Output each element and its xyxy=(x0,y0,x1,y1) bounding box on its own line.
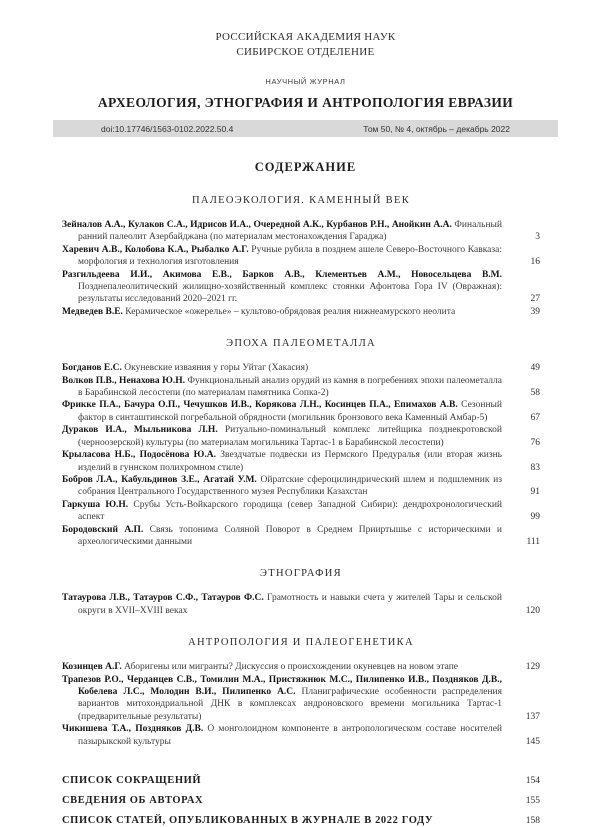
entry-text xyxy=(62,524,502,549)
back-matter-page: 155 xyxy=(525,796,540,806)
entry-page-number: 16 xyxy=(530,257,540,268)
toc-entry xyxy=(62,661,540,673)
entry-page-number: 49 xyxy=(530,363,540,374)
entry-text xyxy=(62,244,502,269)
entry-page-number: 91 xyxy=(530,487,540,498)
entry-title: Аборигены или мигранты? Дискуссия о происхождении окуневцев на новом этапе xyxy=(124,662,459,673)
entry-title: Звездчатые подвески из Пермского Предуралья (или вторая жизнь изделий в гуннском полихромном стиле) xyxy=(78,450,503,473)
entry-authors: Чикишева Т.А., Поздняков Д.В. xyxy=(62,724,204,735)
entry-title: Сезонный фактор в синташтинской погребальной обрядности (могильник бронзового века Каменный Амбар-5) xyxy=(78,400,502,423)
entry-authors: Татаурова Л.В., Татауров С.Ф., Татауров Ф.С. xyxy=(62,593,264,604)
entry-title: Керамическое «ожерелье» – культово-обрядовая реалия нижнеамурского неолита xyxy=(125,306,456,317)
section-entries xyxy=(62,592,540,617)
toc-section xyxy=(62,338,540,548)
back-matter-page: 158 xyxy=(525,816,540,826)
entry-authors: Фрикке П.А., Бачура О.П., Чечушков И.В., Корякова Л.Н., Косинцев П.А., Епимахов А.В. xyxy=(62,400,458,411)
entry-page-number: 145 xyxy=(525,736,540,747)
entry-title: Позднепалеолитический жилищно-хозяйственный комплекс стоянки Афонтова Гора IV (Овражная): результаты исследований 2020–2021 гг. xyxy=(78,282,502,305)
entry-text xyxy=(62,424,502,449)
toc-entry xyxy=(62,362,540,374)
entry-title: Ойратские сфероцилиндрический шлем и подшлемник из собрания Центрального Государственного музея Республики Казахстан xyxy=(78,474,502,498)
entry-text xyxy=(62,399,502,424)
toc-entry xyxy=(62,674,540,724)
toc-entry xyxy=(62,524,540,549)
back-matter-title: СПИСОК СТАТЕЙ, ОПУБЛИКОВАННЫХ В ЖУРНАЛЕ В 2022 ГОДУ xyxy=(62,815,434,826)
back-matter-page: 154 xyxy=(525,776,540,786)
back-matter-item xyxy=(62,814,540,827)
toc-entry xyxy=(62,499,540,524)
entry-title: Ритуально-поминальный комплекс литейщика позднекротовской (черноозерской) культуры (по материалам могильника Тартас-1 в Барабинской лесостепи) xyxy=(78,425,502,448)
toc-entry xyxy=(62,269,540,306)
entry-text xyxy=(62,362,502,374)
back-matter-title: СВЕДЕНИЯ ОБ АВТОРАХ xyxy=(62,795,204,806)
entry-text xyxy=(62,306,502,318)
journal-type-label: НАУЧНЫЙ ЖУРНАЛ xyxy=(265,77,346,86)
page-header xyxy=(0,0,611,111)
entry-page-number: 76 xyxy=(530,437,540,448)
entry-authors: Трапезов Р.О., Черданцев С.В., Томилин М.А., Пристяжнюк М.С., Пилипенко И.В., Поздняков Д.В., Кобелева Л.С., Молодин В.И., Пилипенко А.С. xyxy=(62,674,502,697)
toc-entry xyxy=(62,424,540,449)
entry-title: Функциональный анализ орудий из камня в погребениях эпохи палеометалла в Барабинской лесостепи (по материалам памятника Сопка-2) xyxy=(78,375,502,399)
entry-text xyxy=(62,592,502,617)
entry-page-number: 137 xyxy=(525,711,540,722)
entry-authors: Медведев В.Е. xyxy=(62,306,123,317)
toc-entry xyxy=(62,375,540,400)
back-matter-item xyxy=(62,794,540,807)
entry-page-number: 120 xyxy=(525,605,540,616)
entry-title: Планиграфические особенности распределения вариантов митохондриальной ДНК в комплексах андроновского времени могильника Тартас-1 (предварительные результаты) xyxy=(78,686,502,722)
entry-page-number: 83 xyxy=(530,462,540,473)
toc-section xyxy=(62,637,540,748)
toc-entry xyxy=(62,592,540,617)
entry-authors: Богданов Е.С. xyxy=(62,363,122,374)
doi-text: doi:10.17746/1563-0102.2022.50.4 xyxy=(101,123,234,134)
entry-text xyxy=(62,449,502,474)
entry-page-number: 3 xyxy=(535,232,540,243)
entry-page-number: 129 xyxy=(525,662,540,673)
back-matter-title: СПИСОК СОКРАЩЕНИЙ xyxy=(62,775,202,786)
entry-authors: Бородовский А.П. xyxy=(62,524,144,535)
table-of-contents xyxy=(62,195,540,748)
academy-name: РОССИЙСКАЯ АКАДЕМИЯ НАУК xyxy=(215,31,396,43)
entry-authors: Волков П.В., Ненахова Ю.Н. xyxy=(62,375,185,386)
doi-band xyxy=(53,120,558,137)
section-entries xyxy=(62,661,540,748)
entry-authors: Козинцев А.Г. xyxy=(62,662,122,673)
toc-entry xyxy=(62,244,540,269)
entry-title: О монголоидном компоненте в антропологическом составе носителей пазырыкской культуры xyxy=(78,724,503,747)
toc-entry xyxy=(62,449,540,474)
entry-text xyxy=(62,499,502,524)
entry-text xyxy=(62,674,502,724)
section-entries xyxy=(62,362,540,548)
entry-page-number: 67 xyxy=(530,412,540,423)
entry-page-number: 58 xyxy=(530,388,540,399)
contents-title: СОДЕРЖАНИЕ xyxy=(254,160,357,174)
entry-title: Грамотность и навыки счета у жителей Тары и сельской округи в XVII–XVIII веках xyxy=(78,593,502,616)
entry-title: Связь топонима Соляной Поворот в Среднем Прииртышье с историческими и археологическими данными xyxy=(78,524,503,547)
toc-entry xyxy=(62,474,540,499)
entry-page-number: 111 xyxy=(526,536,540,547)
back-matter-list xyxy=(62,774,540,827)
entry-title: Срубы Усть-Войкарского городища (север Западной Сибири): дендрохронологический аспект xyxy=(78,499,502,523)
entry-page-number: 99 xyxy=(530,512,540,523)
journal-title: АРХЕОЛОГИЯ, ЭТНОГРАФИЯ И АНТРОПОЛОГИЯ ЕВРАЗИИ xyxy=(97,95,514,110)
entry-authors: Зейналов А.А., Кулаков С.А., Идрисов И.А., Очередной А.К., Курбанов Р.Н., Анойкин А.А. xyxy=(62,220,452,230)
entry-authors: Харевич А.В., Колобова К.А., Рыбалко А.Г. xyxy=(62,244,249,255)
entry-page-number: 39 xyxy=(530,306,540,317)
section-heading: ЭПОХА ПАЛЕОМЕТАЛЛА xyxy=(226,338,376,350)
entry-text xyxy=(62,661,502,673)
entry-title: Финальный ранний палеолит Азербайджана (по материалам местонахождения Гараджа) xyxy=(78,220,503,243)
section-entries xyxy=(62,219,540,318)
section-heading: ПАЛЕОЭКОЛОГИЯ. КАМЕННЫЙ ВЕК xyxy=(191,195,410,206)
branch-name: СИБИРСКОЕ ОТДЕЛЕНИЕ xyxy=(236,46,375,58)
toc-entry xyxy=(62,306,540,318)
entry-title: Окуневские изваяния у горы Уйтаг (Хакасия) xyxy=(124,363,309,374)
entry-authors: Бобров Л.А., Кабульдинов З.Е., Агатай У.М. xyxy=(62,474,257,485)
entry-authors: Гаркуша Ю.Н. xyxy=(62,499,129,510)
entry-title: Ручные рубила в позднем ашеле Северо-Восточного Кавказа: морфология и технология изготовления xyxy=(78,244,503,268)
entry-text xyxy=(62,375,502,400)
issue-info: Том 50, № 4, октябрь – декабрь 2022 xyxy=(363,123,510,134)
back-matter-item xyxy=(62,774,540,787)
entry-page-number: 27 xyxy=(530,294,540,305)
entry-text xyxy=(62,723,502,748)
toc-section xyxy=(62,568,540,617)
toc-section xyxy=(62,195,540,318)
section-heading: АНТРОПОЛОГИЯ И ПАЛЕОГЕНЕТИКА xyxy=(188,637,414,649)
section-heading: ЭТНОГРАФИЯ xyxy=(260,568,342,580)
entry-text xyxy=(62,474,502,499)
entry-authors: Крыласова Н.Б., Подосёнова Ю.А. xyxy=(62,450,216,461)
entry-text xyxy=(62,219,502,244)
entry-authors: Дураков И.А., Мыльникова Л.Н. xyxy=(62,425,218,436)
toc-entry xyxy=(62,219,540,244)
toc-entry xyxy=(62,723,540,748)
entry-authors: Разгильдеева И.И., Акимова Е.В., Барков А.В., Клементьев А.М., Новосельцева В.М. xyxy=(62,269,502,280)
toc-entry xyxy=(62,399,540,424)
entry-text xyxy=(62,269,502,306)
